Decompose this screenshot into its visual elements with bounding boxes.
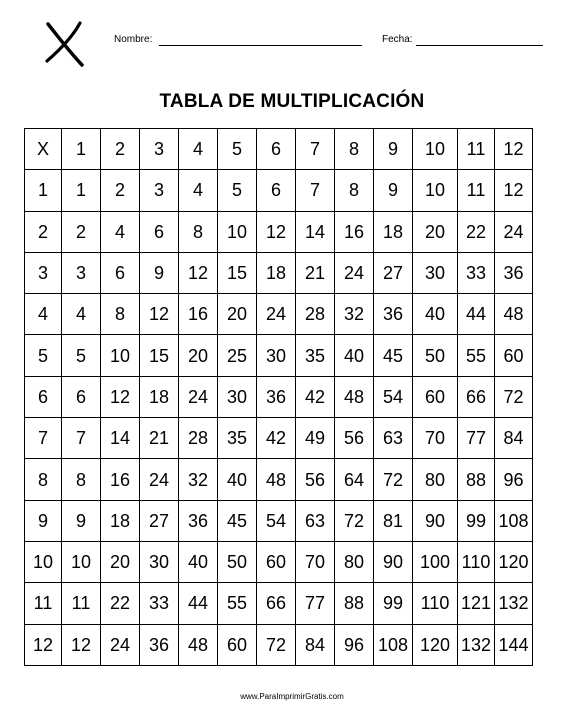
product-cell: 25 bbox=[218, 335, 257, 376]
product-cell: 44 bbox=[179, 583, 218, 624]
product-cell: 55 bbox=[458, 335, 495, 376]
header-cell: 7 bbox=[296, 129, 335, 170]
header-cell: 12 bbox=[495, 129, 533, 170]
product-cell: 121 bbox=[458, 583, 495, 624]
table-row bbox=[25, 500, 533, 541]
header-cell: 4 bbox=[179, 129, 218, 170]
product-cell: 40 bbox=[335, 335, 374, 376]
product-cell: 12 bbox=[257, 211, 296, 252]
table-row bbox=[25, 376, 533, 417]
product-cell: 63 bbox=[296, 500, 335, 541]
product-cell: 60 bbox=[218, 624, 257, 665]
product-cell: 40 bbox=[413, 294, 458, 335]
product-cell: 90 bbox=[413, 500, 458, 541]
product-cell: 20 bbox=[413, 211, 458, 252]
row-factor-cell: 3 bbox=[25, 252, 62, 293]
product-cell: 6 bbox=[101, 252, 140, 293]
header-cell: 8 bbox=[335, 129, 374, 170]
product-cell: 2 bbox=[62, 211, 101, 252]
product-cell: 33 bbox=[458, 252, 495, 293]
product-cell: 10 bbox=[101, 335, 140, 376]
product-cell: 66 bbox=[458, 376, 495, 417]
product-cell: 24 bbox=[495, 211, 533, 252]
product-cell: 100 bbox=[413, 541, 458, 582]
product-cell: 24 bbox=[101, 624, 140, 665]
product-cell: 84 bbox=[296, 624, 335, 665]
row-factor-cell: 2 bbox=[25, 211, 62, 252]
header-cell: 3 bbox=[140, 129, 179, 170]
product-cell: 70 bbox=[413, 418, 458, 459]
product-cell: 18 bbox=[374, 211, 413, 252]
product-cell: 144 bbox=[495, 624, 533, 665]
row-factor-cell: 4 bbox=[25, 294, 62, 335]
product-cell: 66 bbox=[257, 583, 296, 624]
page-title: TABLA DE MULTIPLICACIÓN bbox=[159, 91, 425, 112]
product-cell: 14 bbox=[296, 211, 335, 252]
product-cell: 80 bbox=[413, 459, 458, 500]
header-cell: 2 bbox=[101, 129, 140, 170]
product-cell: 9 bbox=[374, 170, 413, 211]
product-cell: 5 bbox=[62, 335, 101, 376]
product-cell: 20 bbox=[101, 541, 140, 582]
product-cell: 24 bbox=[335, 252, 374, 293]
product-cell: 6 bbox=[140, 211, 179, 252]
table-row bbox=[25, 541, 533, 582]
product-cell: 56 bbox=[335, 418, 374, 459]
product-cell: 28 bbox=[179, 418, 218, 459]
row-factor-cell: 11 bbox=[25, 583, 62, 624]
product-cell: 1 bbox=[62, 170, 101, 211]
product-cell: 108 bbox=[374, 624, 413, 665]
product-cell: 42 bbox=[257, 418, 296, 459]
product-cell: 11 bbox=[458, 170, 495, 211]
header-cell: X bbox=[25, 129, 62, 170]
product-cell: 16 bbox=[335, 211, 374, 252]
table-row bbox=[25, 583, 533, 624]
table-row bbox=[25, 211, 533, 252]
product-cell: 6 bbox=[62, 376, 101, 417]
product-cell: 4 bbox=[101, 211, 140, 252]
product-cell: 22 bbox=[458, 211, 495, 252]
product-cell: 70 bbox=[296, 541, 335, 582]
table-row bbox=[25, 624, 533, 665]
product-cell: 8 bbox=[335, 170, 374, 211]
product-cell: 88 bbox=[335, 583, 374, 624]
product-cell: 36 bbox=[140, 624, 179, 665]
row-factor-cell: 9 bbox=[25, 500, 62, 541]
product-cell: 18 bbox=[101, 500, 140, 541]
row-factor-cell: 5 bbox=[25, 335, 62, 376]
product-cell: 40 bbox=[218, 459, 257, 500]
header-cell: 9 bbox=[374, 129, 413, 170]
product-cell: 48 bbox=[179, 624, 218, 665]
product-cell: 22 bbox=[101, 583, 140, 624]
header-cell: 5 bbox=[218, 129, 257, 170]
product-cell: 18 bbox=[140, 376, 179, 417]
product-cell: 90 bbox=[374, 541, 413, 582]
product-cell: 11 bbox=[62, 583, 101, 624]
product-cell: 21 bbox=[296, 252, 335, 293]
product-cell: 54 bbox=[374, 376, 413, 417]
product-cell: 3 bbox=[140, 170, 179, 211]
product-cell: 20 bbox=[179, 335, 218, 376]
product-cell: 8 bbox=[179, 211, 218, 252]
product-cell: 49 bbox=[296, 418, 335, 459]
product-cell: 32 bbox=[179, 459, 218, 500]
header-cell: 10 bbox=[413, 129, 458, 170]
product-cell: 40 bbox=[179, 541, 218, 582]
product-cell: 56 bbox=[296, 459, 335, 500]
table-header-row bbox=[25, 129, 533, 170]
product-cell: 3 bbox=[62, 252, 101, 293]
product-cell: 132 bbox=[458, 624, 495, 665]
row-factor-cell: 7 bbox=[25, 418, 62, 459]
product-cell: 5 bbox=[218, 170, 257, 211]
product-cell: 8 bbox=[62, 459, 101, 500]
name-label: Nombre: bbox=[114, 34, 153, 45]
product-cell: 24 bbox=[179, 376, 218, 417]
product-cell: 27 bbox=[140, 500, 179, 541]
product-cell: 4 bbox=[179, 170, 218, 211]
product-cell: 12 bbox=[140, 294, 179, 335]
product-cell: 14 bbox=[101, 418, 140, 459]
product-cell: 35 bbox=[218, 418, 257, 459]
product-cell: 48 bbox=[495, 294, 533, 335]
product-cell: 50 bbox=[413, 335, 458, 376]
row-factor-cell: 1 bbox=[25, 170, 62, 211]
table-row bbox=[25, 252, 533, 293]
product-cell: 16 bbox=[101, 459, 140, 500]
product-cell: 18 bbox=[257, 252, 296, 293]
product-cell: 10 bbox=[62, 541, 101, 582]
product-cell: 36 bbox=[495, 252, 533, 293]
product-cell: 12 bbox=[101, 376, 140, 417]
product-cell: 24 bbox=[257, 294, 296, 335]
product-cell: 48 bbox=[335, 376, 374, 417]
product-cell: 4 bbox=[62, 294, 101, 335]
product-cell: 132 bbox=[495, 583, 533, 624]
product-cell: 120 bbox=[495, 541, 533, 582]
product-cell: 72 bbox=[335, 500, 374, 541]
product-cell: 12 bbox=[495, 170, 533, 211]
table-row bbox=[25, 418, 533, 459]
row-factor-cell: 12 bbox=[25, 624, 62, 665]
product-cell: 28 bbox=[296, 294, 335, 335]
product-cell: 55 bbox=[218, 583, 257, 624]
product-cell: 110 bbox=[458, 541, 495, 582]
multiplication-table bbox=[24, 128, 533, 666]
product-cell: 54 bbox=[257, 500, 296, 541]
product-cell: 72 bbox=[257, 624, 296, 665]
product-cell: 7 bbox=[296, 170, 335, 211]
row-factor-cell: 8 bbox=[25, 459, 62, 500]
product-cell: 6 bbox=[257, 170, 296, 211]
name-field[interactable] bbox=[159, 45, 362, 46]
product-cell: 33 bbox=[140, 583, 179, 624]
product-cell: 21 bbox=[140, 418, 179, 459]
product-cell: 44 bbox=[458, 294, 495, 335]
product-cell: 80 bbox=[335, 541, 374, 582]
row-factor-cell: 6 bbox=[25, 376, 62, 417]
product-cell: 2 bbox=[101, 170, 140, 211]
product-cell: 63 bbox=[374, 418, 413, 459]
table-row bbox=[25, 294, 533, 335]
product-cell: 81 bbox=[374, 500, 413, 541]
product-cell: 36 bbox=[179, 500, 218, 541]
footer-website: www.ParaImprimirGratis.com bbox=[240, 692, 344, 701]
product-cell: 30 bbox=[413, 252, 458, 293]
product-cell: 72 bbox=[374, 459, 413, 500]
product-cell: 42 bbox=[296, 376, 335, 417]
product-cell: 108 bbox=[495, 500, 533, 541]
product-cell: 30 bbox=[218, 376, 257, 417]
product-cell: 12 bbox=[62, 624, 101, 665]
product-cell: 60 bbox=[413, 376, 458, 417]
product-cell: 30 bbox=[257, 335, 296, 376]
table-row bbox=[25, 335, 533, 376]
product-cell: 9 bbox=[62, 500, 101, 541]
product-cell: 50 bbox=[218, 541, 257, 582]
multiplication-x-icon bbox=[42, 20, 90, 68]
table-row bbox=[25, 170, 533, 211]
product-cell: 24 bbox=[140, 459, 179, 500]
product-cell: 7 bbox=[62, 418, 101, 459]
product-cell: 20 bbox=[218, 294, 257, 335]
product-cell: 10 bbox=[218, 211, 257, 252]
product-cell: 60 bbox=[257, 541, 296, 582]
product-cell: 9 bbox=[140, 252, 179, 293]
product-cell: 30 bbox=[140, 541, 179, 582]
product-cell: 99 bbox=[458, 500, 495, 541]
product-cell: 45 bbox=[218, 500, 257, 541]
product-cell: 64 bbox=[335, 459, 374, 500]
date-label: Fecha: bbox=[382, 34, 413, 45]
product-cell: 96 bbox=[495, 459, 533, 500]
table-row bbox=[25, 459, 533, 500]
product-cell: 48 bbox=[257, 459, 296, 500]
product-cell: 72 bbox=[495, 376, 533, 417]
product-cell: 84 bbox=[495, 418, 533, 459]
product-cell: 32 bbox=[335, 294, 374, 335]
product-cell: 36 bbox=[374, 294, 413, 335]
product-cell: 77 bbox=[296, 583, 335, 624]
product-cell: 99 bbox=[374, 583, 413, 624]
product-cell: 60 bbox=[495, 335, 533, 376]
date-field[interactable] bbox=[416, 45, 543, 46]
product-cell: 35 bbox=[296, 335, 335, 376]
product-cell: 36 bbox=[257, 376, 296, 417]
product-cell: 15 bbox=[218, 252, 257, 293]
product-cell: 110 bbox=[413, 583, 458, 624]
product-cell: 45 bbox=[374, 335, 413, 376]
product-cell: 96 bbox=[335, 624, 374, 665]
product-cell: 15 bbox=[140, 335, 179, 376]
product-cell: 12 bbox=[179, 252, 218, 293]
product-cell: 27 bbox=[374, 252, 413, 293]
header-cell: 11 bbox=[458, 129, 495, 170]
product-cell: 120 bbox=[413, 624, 458, 665]
header-cell: 6 bbox=[257, 129, 296, 170]
product-cell: 16 bbox=[179, 294, 218, 335]
product-cell: 10 bbox=[413, 170, 458, 211]
header-cell: 1 bbox=[62, 129, 101, 170]
product-cell: 77 bbox=[458, 418, 495, 459]
row-factor-cell: 10 bbox=[25, 541, 62, 582]
product-cell: 88 bbox=[458, 459, 495, 500]
product-cell: 8 bbox=[101, 294, 140, 335]
